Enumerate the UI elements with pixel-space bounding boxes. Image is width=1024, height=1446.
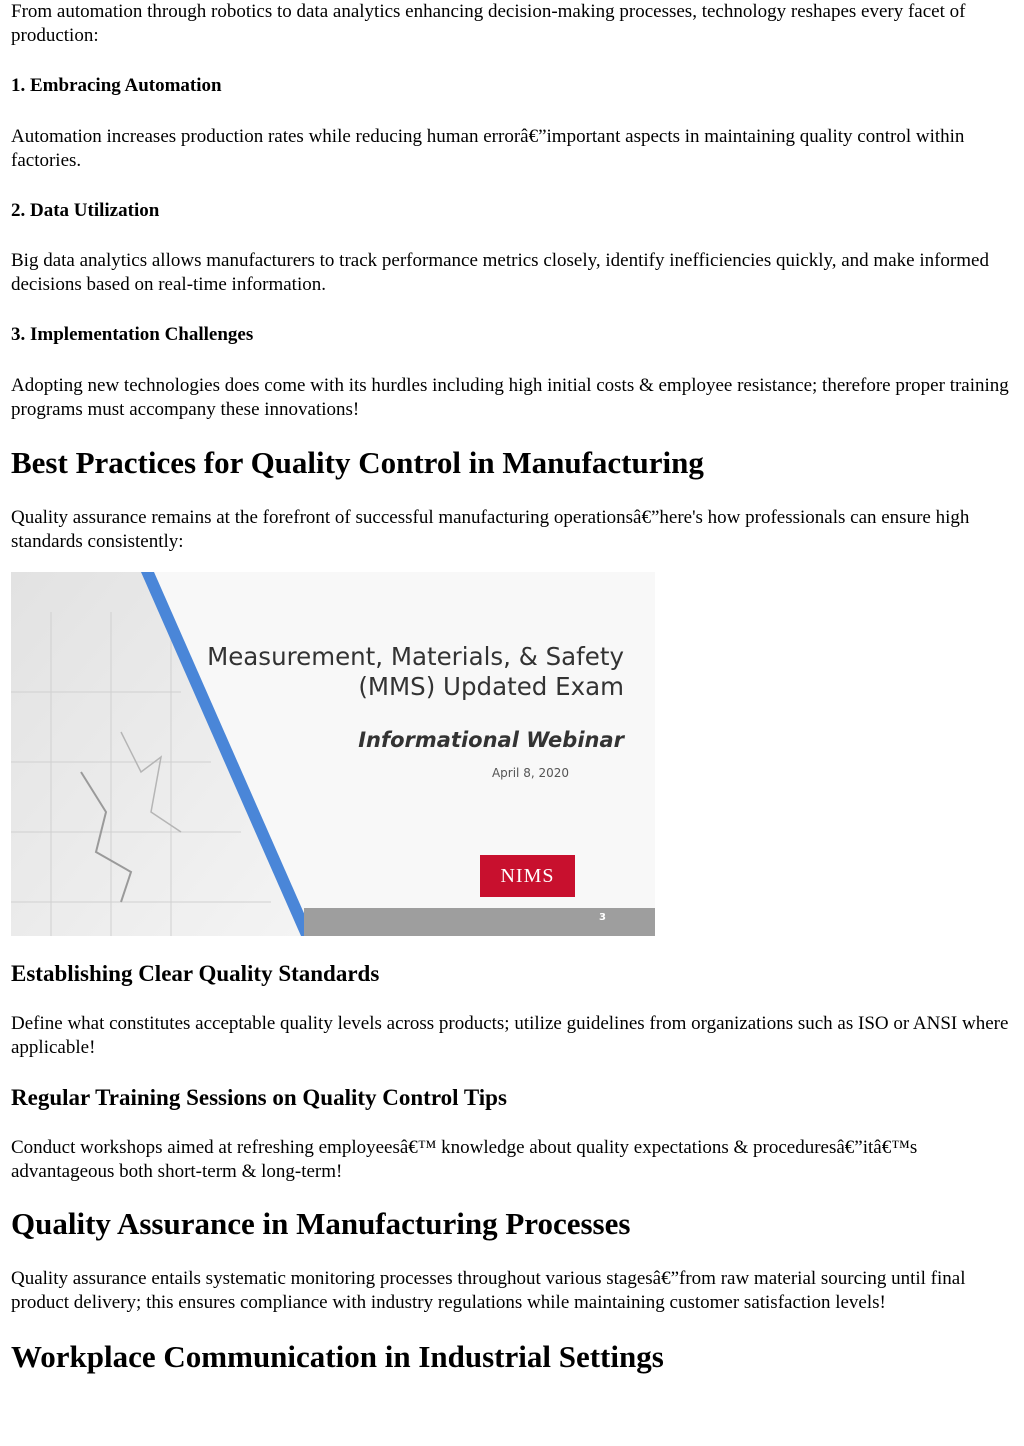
qa-text: Quality assurance entails systematic monitoring processes throughout various stagesâ€”from raw material sourcing until final product delivery; this ensures compliance with industry regulations while maintaining customer satisfaction levels! bbox=[11, 1268, 966, 1313]
nims-logo: NIMS bbox=[480, 855, 575, 897]
webinar-slide-image bbox=[11, 572, 655, 936]
section-heading-automation: 1. Embracing Automation bbox=[11, 75, 222, 96]
best-practices-text: Quality assurance remains at the forefront of successful manufacturing operationsâ€”here's how professionals can ensure high standards consistently: bbox=[11, 507, 970, 552]
slide-title: Measurement, Materials, & Safety (MMS) Updated Exam bbox=[207, 642, 624, 701]
intro-paragraph: From automation through robotics to data analytics enhancing decision-making processes, technology reshapes every facet of production: bbox=[11, 1, 966, 46]
section-heading-data: 2. Data Utilization bbox=[11, 200, 160, 221]
section-heading-challenges: 3. Implementation Challenges bbox=[11, 324, 254, 345]
standards-heading: Establishing Clear Quality Standards bbox=[11, 961, 380, 986]
standards-text: Define what constitutes acceptable quality levels across products; utilize guidelines from organizations such as ISO or ANSI where applicable! bbox=[11, 1013, 1009, 1058]
best-practices-heading: Best Practices for Quality Control in Manufacturing bbox=[11, 445, 704, 480]
section-text-challenges: Adopting new technologies does come with its hurdles including high initial costs & employee resistance; therefore proper training programs must accompany these innovations! bbox=[11, 375, 1009, 420]
qa-heading: Quality Assurance in Manufacturing Processes bbox=[11, 1206, 631, 1241]
communication-heading: Workplace Communication in Industrial Settings bbox=[11, 1339, 664, 1374]
section-text-automation: Automation increases production rates while reducing human errorâ€”important aspects in maintaining quality control within factories. bbox=[11, 126, 965, 171]
slide-date: April 8, 2020 bbox=[491, 766, 569, 780]
section-text-data: Big data analytics allows manufacturers to track performance metrics closely, identify inefficiencies quickly, and make informed decisions based on real-time information. bbox=[11, 250, 989, 295]
training-heading: Regular Training Sessions on Quality Control Tips bbox=[11, 1085, 507, 1110]
slide-subtitle: Informational Webinar bbox=[358, 728, 624, 752]
slide-number: 3 bbox=[599, 912, 606, 923]
training-text: Conduct workshops aimed at refreshing employeesâ€™ knowledge about quality expectations & proceduresâ€”itâ€™s advantageous both short-term & long-term! bbox=[11, 1137, 918, 1182]
